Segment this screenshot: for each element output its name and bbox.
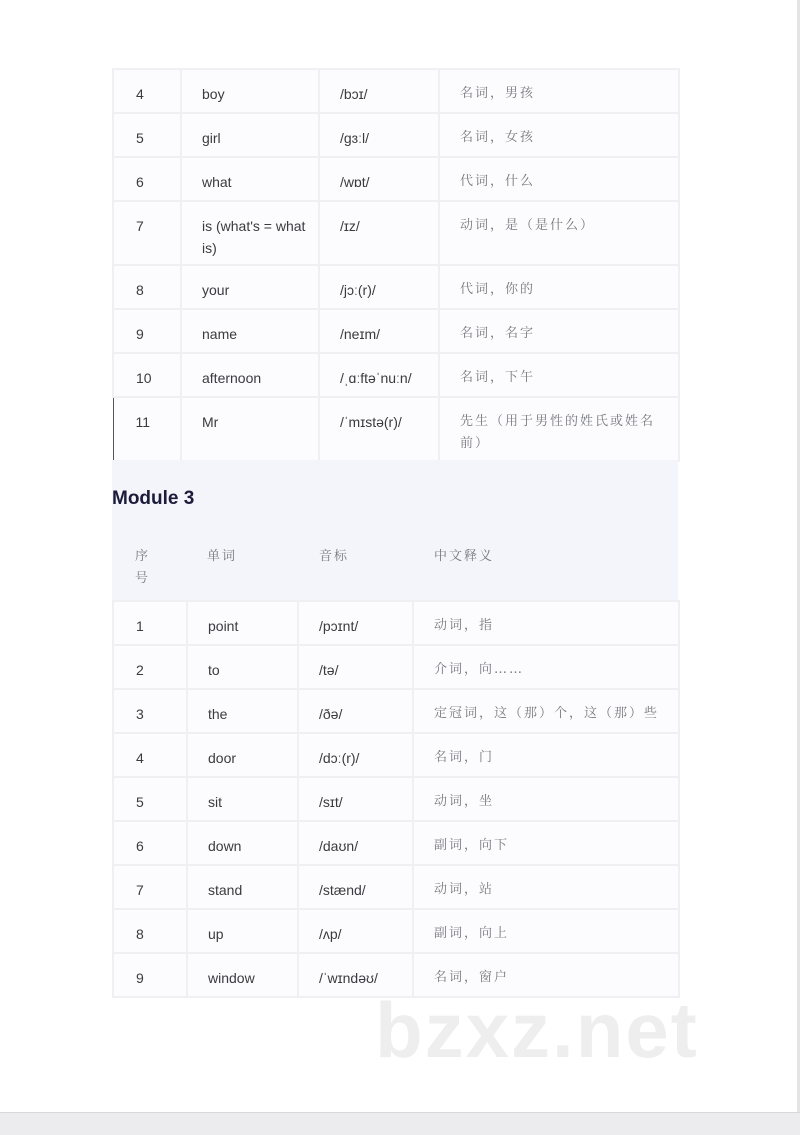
cell-ipa: /ˈwɪndəʊ/ (298, 953, 413, 997)
cell-meaning: 动词，指 (413, 601, 679, 645)
cell-meaning: 动词，是（是什么） (439, 201, 679, 265)
table-row (113, 113, 679, 157)
cell-ipa: /bɔɪ/ (319, 69, 439, 113)
table-row (113, 909, 679, 953)
cell-ipa: /ˈmɪstə(r)/ (319, 397, 439, 461)
cell-meaning: 动词，站 (413, 865, 679, 909)
cell-no: 8 (113, 909, 187, 953)
cell-meaning: 代词，什么 (439, 157, 679, 201)
cell-word: name (181, 309, 319, 353)
cell-no[interactable]: 11 (113, 397, 181, 461)
table-row (113, 397, 679, 461)
cell-no: 4 (113, 733, 187, 777)
cell-no: 5 (113, 777, 187, 821)
cell-meaning: 副词，向上 (413, 909, 679, 953)
cell-meaning: 介词，向…… (413, 645, 679, 689)
cell-ipa: /pɔɪnt/ (298, 601, 413, 645)
cell-word: the (187, 689, 298, 733)
watermark: bzxz.net (375, 986, 699, 1074)
cell-word: what (181, 157, 319, 201)
cell-ipa: /jɔː(r)/ (319, 265, 439, 309)
vocabulary-table-module-3 (112, 600, 680, 998)
cell-no: 7 (113, 865, 187, 909)
table-row (113, 69, 679, 113)
cell-no: 6 (113, 157, 181, 201)
cell-no: 8 (113, 265, 181, 309)
header-phonetic: 音标 (319, 549, 350, 564)
cell-ipa: /wɒt/ (319, 157, 439, 201)
table-row (113, 645, 679, 689)
cell-ipa: /ɪz/ (319, 201, 439, 265)
cell-word: is (what's = what is) (181, 201, 319, 265)
table-row (113, 601, 679, 645)
cell-no: 3 (113, 689, 187, 733)
cell-word: Mr (181, 397, 319, 461)
cell-word: up (187, 909, 298, 953)
cell-ipa: /ˌɑːftəˈnuːn/ (319, 353, 439, 397)
cell-meaning: 名词，下午 (439, 353, 679, 397)
module-heading: Module 3 (112, 488, 195, 509)
table-row (113, 265, 679, 309)
cell-meaning: 定冠词，这（那）个，这（那）些 (413, 689, 679, 733)
cell-ipa: /tə/ (298, 645, 413, 689)
header-meaning: 中文释义 (434, 549, 495, 564)
cell-meaning: 代词，你的 (439, 265, 679, 309)
cell-ipa: /ðə/ (298, 689, 413, 733)
table-row (113, 309, 679, 353)
cell-ipa: /daʊn/ (298, 821, 413, 865)
cell-word: boy (181, 69, 319, 113)
cell-no: 5 (113, 113, 181, 157)
table-row (113, 733, 679, 777)
cell-word: afternoon (181, 353, 319, 397)
cell-no: 9 (113, 309, 181, 353)
cell-word: girl (181, 113, 319, 157)
table-row (113, 689, 679, 733)
table-row (113, 777, 679, 821)
table-row (113, 201, 679, 265)
cell-meaning: 名词，女孩 (439, 113, 679, 157)
cell-meaning: 名词，窗户 (413, 953, 679, 997)
vocabulary-table-module-2 (112, 68, 680, 462)
cell-word: to (187, 645, 298, 689)
cell-meaning: 先生（用于男性的姓氏或姓名前） (439, 397, 679, 461)
cell-ipa: /stænd/ (298, 865, 413, 909)
cell-ipa: /ʌp/ (298, 909, 413, 953)
cell-word: sit (187, 777, 298, 821)
bottom-scrollbar[interactable] (0, 1112, 800, 1135)
cell-meaning: 名词，男孩 (439, 69, 679, 113)
header-word: 单词 (207, 549, 238, 564)
cell-no: 6 (113, 821, 187, 865)
cell-no: 4 (113, 69, 181, 113)
header-number: 序号 (135, 549, 151, 586)
table-row (113, 821, 679, 865)
cell-word: window (187, 953, 298, 997)
cell-ipa: /neɪm/ (319, 309, 439, 353)
cell-ipa: /ɡɜːl/ (319, 113, 439, 157)
cell-ipa: /sɪt/ (298, 777, 413, 821)
cell-no: 1 (113, 601, 187, 645)
cell-no: 10 (113, 353, 181, 397)
cell-word: stand (187, 865, 298, 909)
table-row (113, 353, 679, 397)
cell-ipa: /dɔː(r)/ (298, 733, 413, 777)
cell-word: point (187, 601, 298, 645)
table-row (113, 865, 679, 909)
cell-word: your (181, 265, 319, 309)
cell-no: 9 (113, 953, 187, 997)
cell-meaning: 副词，向下 (413, 821, 679, 865)
cell-meaning: 名词，名字 (439, 309, 679, 353)
cell-meaning: 名词，门 (413, 733, 679, 777)
module-section-background (112, 460, 678, 600)
cell-word: down (187, 821, 298, 865)
table-row (113, 157, 679, 201)
cell-meaning: 动词，坐 (413, 777, 679, 821)
cell-no: 7 (113, 201, 181, 265)
cell-no: 2 (113, 645, 187, 689)
cell-word: door (187, 733, 298, 777)
